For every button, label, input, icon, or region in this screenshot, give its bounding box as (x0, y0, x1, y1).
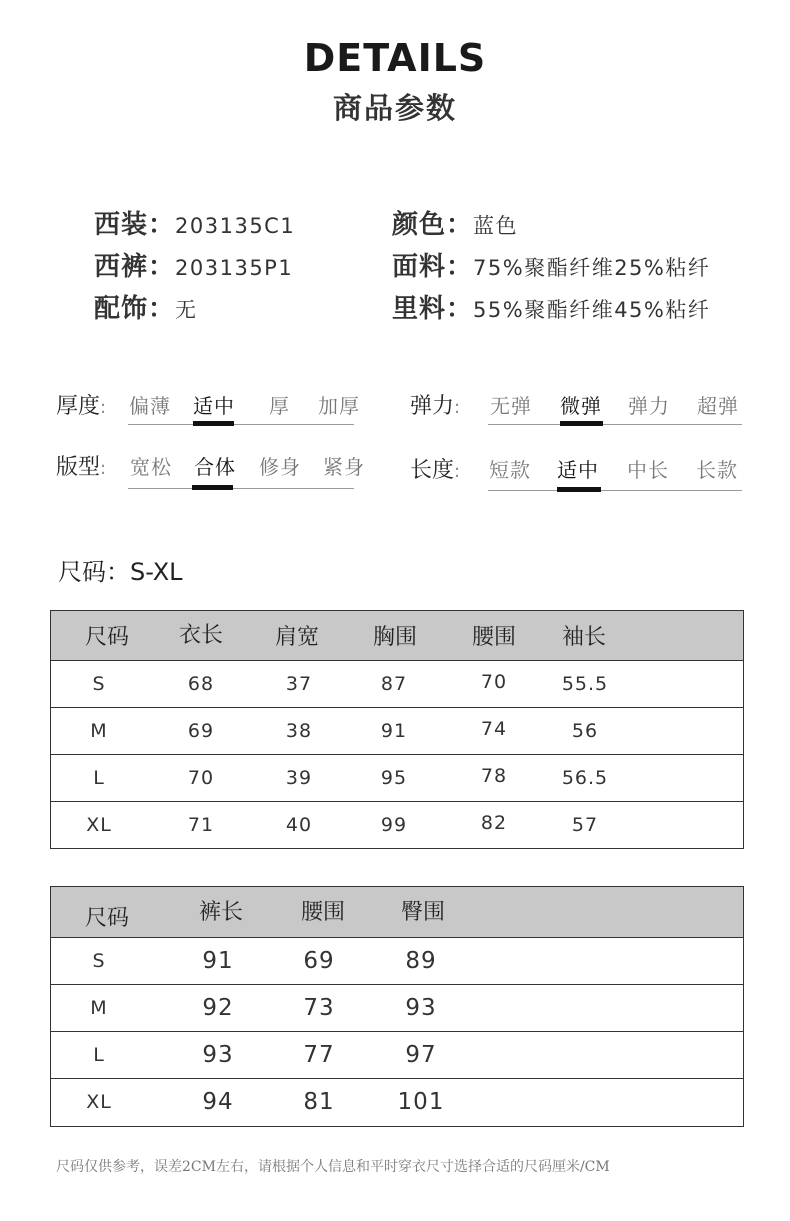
cell-hip: 101 (397, 1088, 445, 1115)
cell-shoulder: 38 (285, 720, 313, 742)
spec-key: 西裤： (94, 252, 176, 282)
attr-length (410, 453, 750, 495)
table-row (51, 708, 743, 755)
header-chest: 胸围 (372, 625, 417, 650)
cell-shoulder: 37 (285, 673, 313, 695)
spec-key: 配饰： (94, 294, 176, 324)
attr-option-thin: 偏薄 (129, 394, 171, 418)
cell-waist: 81 (303, 1088, 335, 1115)
pants-size-table (50, 886, 744, 1127)
table-row (51, 661, 743, 708)
cell-pants-length: 92 (202, 995, 234, 1021)
attr-label: 长度: (410, 458, 461, 483)
cell-pants-length: 91 (202, 948, 234, 974)
cell-waist: 82 (480, 811, 508, 834)
table-header (51, 611, 743, 661)
size-footnote: 尺码仅供参考，误差2CM左右，请根据个人信息和平时穿衣尺寸选择合适的尺码厘米/CM (56, 1159, 610, 1175)
spec-key: 里料： (392, 294, 474, 324)
attr-option-long: 长款 (696, 458, 738, 482)
cell-sleeve: 57 (571, 813, 599, 836)
attr-option-slight-stretch: 微弹 (560, 394, 602, 418)
cell-length: 70 (187, 767, 215, 789)
table-row (51, 938, 743, 985)
cell-hip: 89 (405, 948, 437, 974)
spec-key: 西装： (94, 210, 176, 240)
cell-waist: 73 (303, 995, 335, 1021)
spec-value: 蓝色 (473, 214, 519, 238)
table-header (51, 887, 743, 938)
spec-accessory (94, 288, 198, 325)
attr-selected-marker (192, 485, 233, 490)
header-size: 尺码 (84, 625, 129, 650)
attr-line (488, 490, 742, 491)
cell-size: M (90, 720, 108, 742)
attr-option-slim: 修身 (259, 455, 301, 479)
header-pants-length: 裤长 (198, 899, 243, 925)
attr-selected-marker (560, 421, 603, 426)
header-sleeve: 袖长 (561, 625, 606, 650)
cell-length: 71 (187, 813, 215, 836)
attr-option-tight: 紧身 (323, 455, 365, 479)
cell-waist: 70 (480, 671, 508, 693)
size-range-title: 尺码：S-XL (58, 558, 183, 586)
attr-label: 厚度: (56, 394, 107, 419)
cell-chest: 91 (380, 720, 408, 742)
spec-value: 55%聚酯纤维45%粘纤 (473, 298, 711, 322)
cell-sleeve: 56 (571, 720, 599, 742)
cell-chest: 95 (380, 767, 408, 789)
attr-option-thick: 厚 (269, 394, 290, 418)
cell-chest: 87 (380, 673, 408, 695)
spec-value: 75%聚酯纤维25%粘纤 (473, 256, 711, 280)
cell-size: S (92, 673, 106, 695)
cell-pants-length: 94 (202, 1088, 234, 1115)
table-row (51, 1032, 743, 1079)
cell-size: XL (86, 813, 112, 836)
cell-waist: 69 (303, 948, 335, 974)
header-waist: 腰围 (471, 625, 516, 650)
cell-pants-length: 93 (202, 1042, 234, 1068)
cell-hip: 93 (405, 995, 437, 1021)
attr-line (128, 488, 354, 489)
attr-elasticity (410, 389, 750, 429)
attr-line (488, 424, 742, 425)
cell-size: L (93, 767, 105, 789)
cell-hip: 97 (405, 1042, 437, 1068)
attr-option-medium: 适中 (193, 394, 235, 418)
cell-waist: 78 (480, 765, 508, 787)
header-length: 衣长 (178, 623, 223, 648)
table-row (51, 1079, 743, 1124)
cell-sleeve: 56.5 (561, 767, 609, 789)
attr-label: 版型: (56, 455, 107, 480)
attr-line (128, 424, 354, 425)
attr-selected-marker (193, 421, 234, 426)
cell-length: 68 (187, 673, 215, 695)
attr-option-super-stretch: 超弹 (697, 394, 739, 418)
header-hip: 臀围 (400, 899, 445, 925)
cell-shoulder: 40 (285, 813, 313, 836)
spec-key: 面料： (392, 252, 474, 282)
cell-chest: 99 (380, 813, 408, 836)
spec-fabric (392, 246, 710, 283)
table-row (51, 755, 743, 802)
header-waist: 腰围 (300, 899, 345, 925)
header-size: 尺码 (84, 905, 129, 931)
spec-value: 203135C1 (175, 214, 296, 238)
attr-option-loose: 宽松 (130, 455, 172, 479)
spec-pants (94, 246, 293, 283)
table-row (51, 985, 743, 1032)
header-shoulder: 肩宽 (274, 625, 319, 650)
attr-option-short: 短款 (489, 458, 531, 482)
cell-size: L (93, 1044, 105, 1066)
page-title-cn: 商品参数 (332, 91, 457, 125)
attr-option-no-stretch: 无弹 (490, 394, 532, 418)
spec-value: 无 (175, 298, 198, 322)
cell-sleeve: 55.5 (561, 673, 609, 695)
cell-waist: 74 (480, 718, 508, 740)
cell-size: XL (86, 1090, 112, 1113)
cell-length: 69 (187, 720, 215, 742)
spec-suit (94, 204, 295, 241)
attr-fit (56, 450, 366, 492)
attr-selected-marker (557, 487, 601, 492)
attr-option-medium-length: 适中 (557, 458, 599, 482)
spec-lining (392, 288, 710, 325)
cell-shoulder: 39 (285, 767, 313, 789)
cell-waist: 77 (303, 1042, 335, 1068)
attr-option-extra-thick: 加厚 (318, 394, 360, 418)
spec-value: 203135P1 (175, 256, 294, 280)
attr-label: 弹力: (410, 394, 461, 419)
attr-option-stretch: 弹力 (628, 394, 670, 418)
table-row (51, 802, 743, 847)
page-title-en: DETAILS (303, 36, 487, 80)
spec-key: 颜色： (392, 210, 474, 240)
jacket-size-table (50, 610, 744, 849)
attr-option-mid-long: 中长 (627, 458, 669, 482)
spec-color (392, 204, 518, 241)
cell-size: S (92, 950, 106, 972)
attr-thickness (56, 389, 366, 429)
attr-option-regular: 合体 (194, 455, 236, 479)
cell-size: M (90, 997, 108, 1019)
